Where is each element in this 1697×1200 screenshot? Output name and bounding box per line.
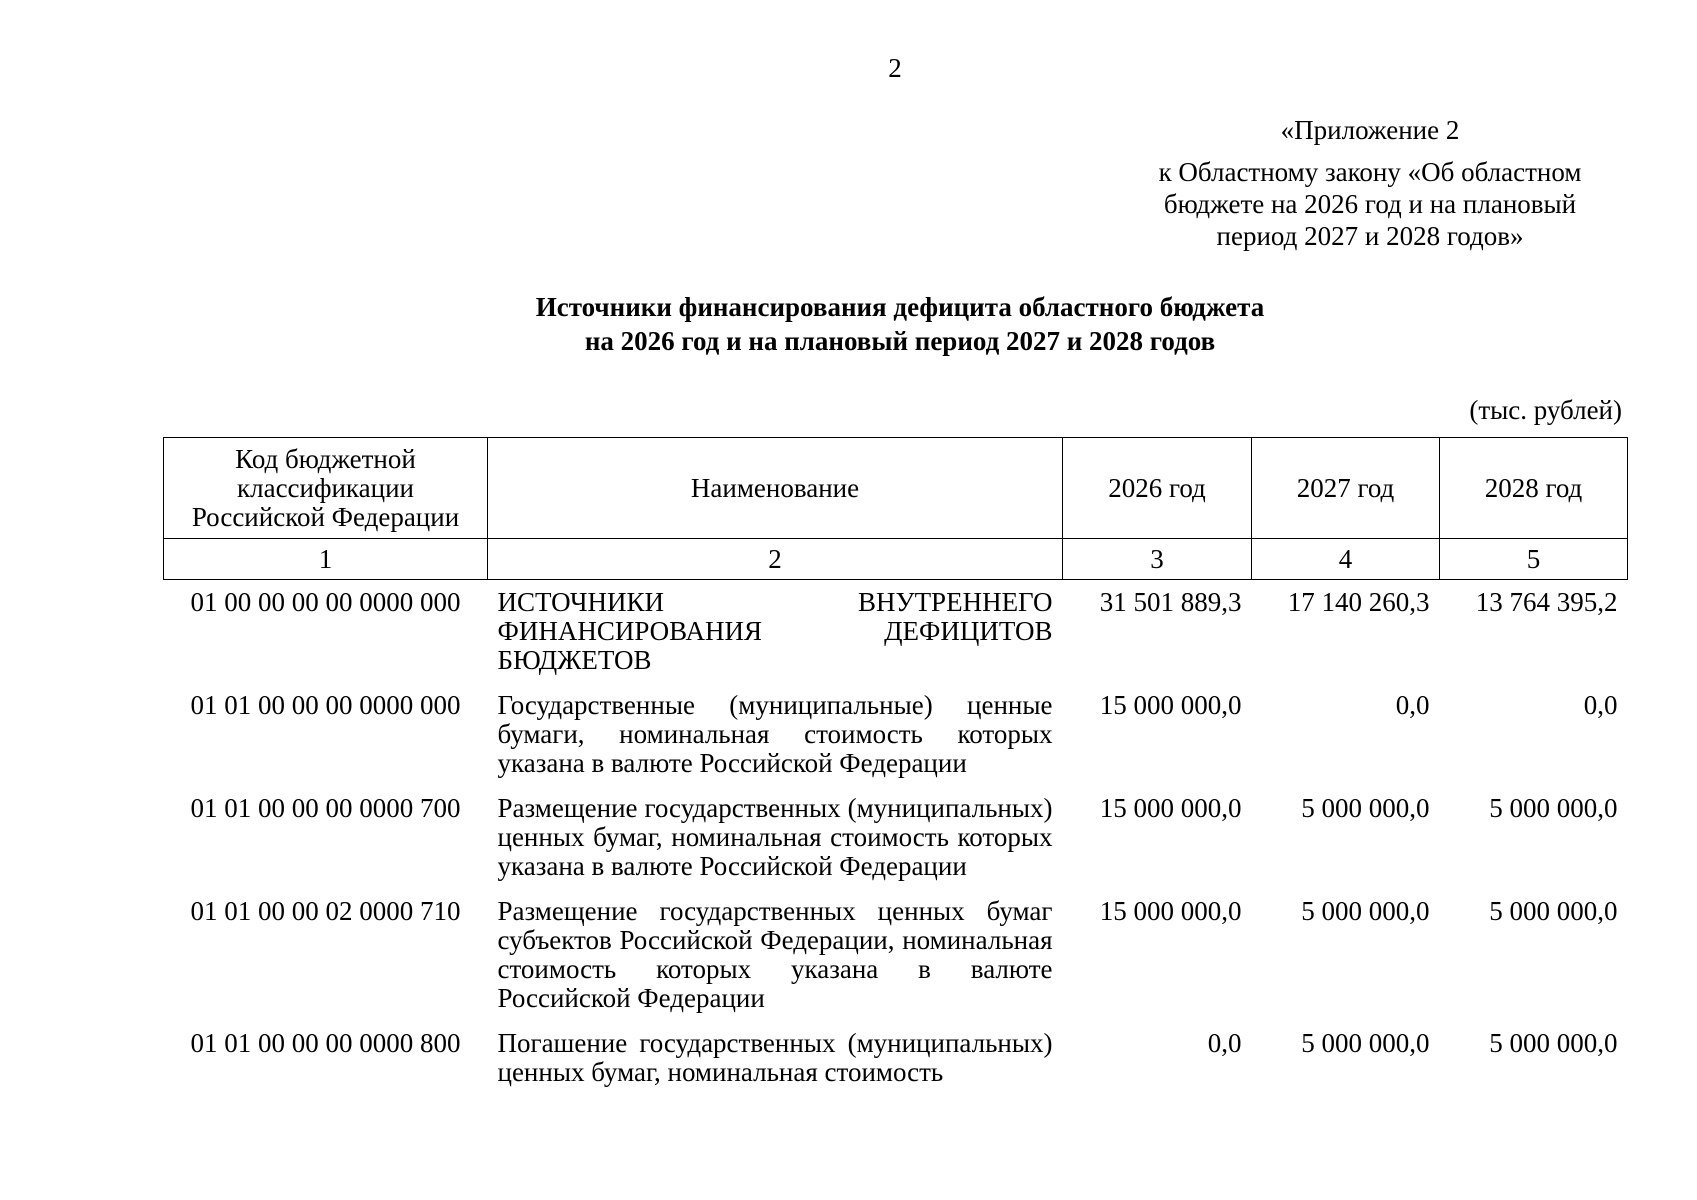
row-value-2027: 17 140 260,3	[1287, 587, 1430, 617]
row-code: 01 01 00 00 00 0000 000	[190, 690, 461, 720]
row-value-2027: 5 000 000,0	[1301, 793, 1430, 823]
row-value-2027: 5 000 000,0	[1301, 1028, 1430, 1058]
appendix-note	[1120, 114, 1620, 252]
row-value-2026: 15 000 000,0	[1099, 793, 1242, 823]
table-row	[164, 1021, 1628, 1095]
budget-sources-table	[163, 437, 1628, 1095]
appendix-line: период 2027 и 2028 годов»	[1216, 221, 1524, 251]
row-code: 01 01 00 00 02 0000 710	[190, 896, 461, 926]
row-name: ИСТОЧНИКИ ВНУТРЕННЕГО ФИНАНСИРОВАНИЯ ДЕФИЦИТОВ БЮДЖЕТОВ	[497, 587, 1053, 675]
document-title-line: на 2026 год и на плановый период 2027 и 2028 годов	[584, 326, 1216, 356]
row-name: Размещение государственных ценных бумаг субъектов Российской Федерации, номинальная стоимость которых указана в валюте Российской Федерации	[497, 896, 1053, 1013]
table-row	[164, 889, 1628, 1021]
column-number: 3	[1063, 539, 1252, 580]
row-name: Государственные (муниципальные) ценные бумаги, номинальная стоимость которых указана в валюте Российской Федерации	[497, 690, 1053, 778]
row-code: 01 00 00 00 00 0000 000	[190, 587, 461, 617]
document-title	[400, 290, 1400, 358]
column-number-row	[164, 539, 1628, 580]
column-number: 4	[1252, 539, 1440, 580]
table-header-row	[164, 438, 1628, 539]
header-year-2026: 2026 год	[1063, 438, 1252, 539]
table-row	[164, 683, 1628, 786]
header-year-2028: 2028 год	[1440, 438, 1628, 539]
header-name: Наименование	[488, 438, 1063, 539]
header-code: Код бюджетной классификации Российской Федерации	[164, 438, 488, 539]
document-title-line: Источники финансирования дефицита областного бюджета	[535, 292, 1265, 322]
row-value-2028: 5 000 000,0	[1489, 1028, 1618, 1058]
row-value-2026: 15 000 000,0	[1099, 690, 1242, 720]
appendix-title: «Приложение 2	[1280, 115, 1460, 145]
row-code: 01 01 00 00 00 0000 700	[190, 793, 461, 823]
header-year-2027: 2027 год	[1252, 438, 1440, 539]
units-note: (тыс. рублей)	[1469, 395, 1622, 425]
column-number: 2	[488, 539, 1063, 580]
table-row	[164, 580, 1628, 684]
appendix-line: бюджете на 2026 год и на плановый	[1163, 189, 1577, 219]
column-number: 5	[1440, 539, 1628, 580]
row-value-2028: 13 764 395,2	[1475, 587, 1618, 617]
row-value-2026: 15 000 000,0	[1099, 896, 1242, 926]
page-number: 2	[888, 53, 902, 83]
row-value-2026: 31 501 889,3	[1099, 587, 1242, 617]
appendix-line: к Областному закону «Об областном	[1158, 157, 1582, 187]
row-value-2028: 0,0	[1583, 690, 1618, 720]
row-code: 01 01 00 00 00 0000 800	[190, 1028, 461, 1058]
row-value-2026: 0,0	[1207, 1028, 1242, 1058]
table-header	[164, 438, 1628, 580]
table-row	[164, 786, 1628, 889]
row-value-2027: 5 000 000,0	[1301, 896, 1430, 926]
row-name: Размещение государственных (муниципальных) ценных бумаг, номинальная стоимость которых указана в валюте Российской Федерации	[497, 793, 1053, 881]
column-number: 1	[164, 539, 488, 580]
row-name: Погашение государственных (муниципальных) ценных бумаг, номинальная стоимость	[497, 1028, 1053, 1087]
row-value-2028: 5 000 000,0	[1489, 793, 1618, 823]
row-value-2027: 0,0	[1395, 690, 1430, 720]
row-value-2028: 5 000 000,0	[1489, 896, 1618, 926]
table-body	[164, 580, 1628, 1096]
